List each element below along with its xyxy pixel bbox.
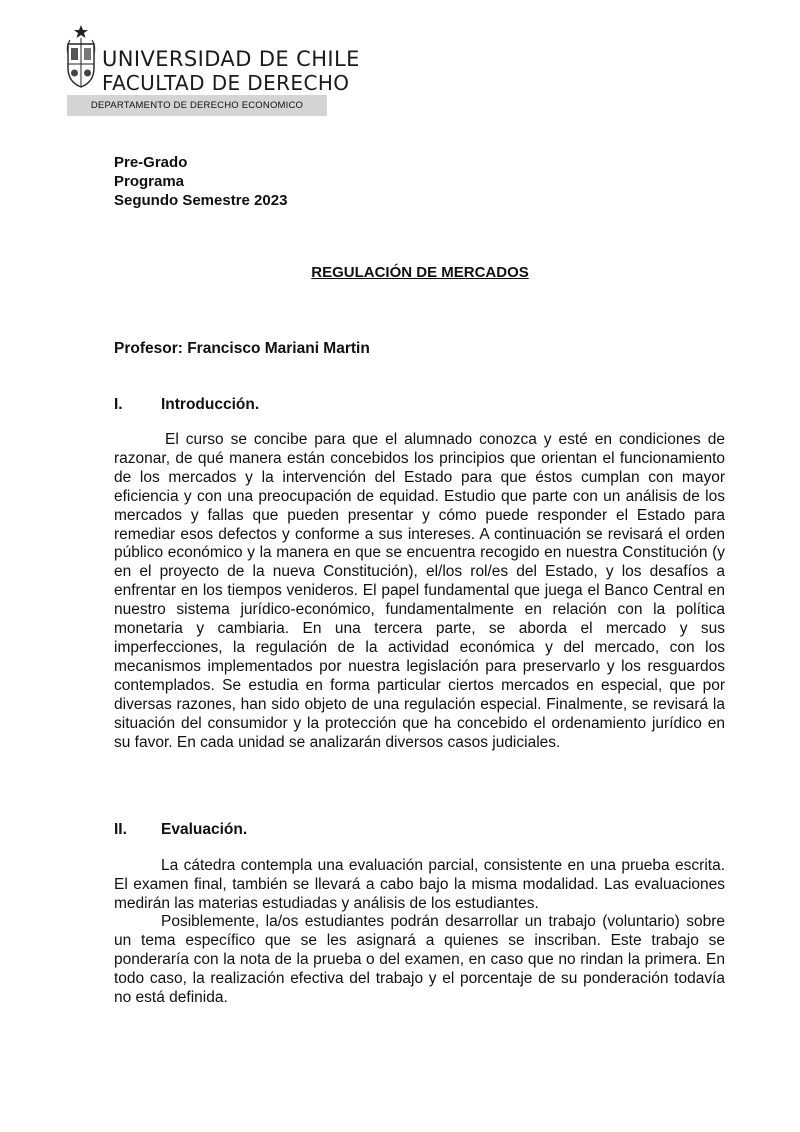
course-title: REGULACIÓN DE MERCADOS xyxy=(311,264,529,281)
university-name: UNIVERSIDAD DE CHILE xyxy=(102,47,360,71)
professor-line: Profesor: Francisco Mariani Martin xyxy=(114,340,370,357)
evaluation-paragraph-1: La cátedra contempla una evaluación parcial, consistente en una prueba escrita. El examen final, también se llevará a cabo bajo la misma modalidad. Las evaluaciones medirán las materias estudiadas y análisis de los estudiantes. xyxy=(114,857,725,912)
faculty-name: FACULTAD DE DERECHO xyxy=(102,71,350,95)
section-title: Introducción. xyxy=(161,396,260,413)
university-crest-icon xyxy=(64,24,98,88)
semester: Segundo Semestre 2023 xyxy=(114,192,288,209)
section-heading-introduccion xyxy=(114,396,259,414)
document-type: Programa xyxy=(114,173,185,190)
section-number: I. xyxy=(114,396,123,413)
course-level: Pre-Grado xyxy=(114,154,188,171)
department-banner: DEPARTAMENTO DE DERECHO ECONOMICO xyxy=(67,95,327,116)
evaluation-paragraph-2: Posiblemente, la/os estudiantes podrán desarrollar un trabajo (voluntario) sobre un tema específico que se les asignará a quienes se inscriban. Este trabajo se ponderaría con la nota de la prueba o del examen, en caso que no rindan la primera. En todo caso, la realización efectiva del trabajo y el porcentaje de su ponderación todavía no está definida. xyxy=(114,913,725,1006)
section-number: II. xyxy=(114,821,127,838)
section-title: Evaluación. xyxy=(161,821,248,838)
course-info xyxy=(114,153,287,210)
intro-paragraph: El curso se concibe para que el alumnado conozca y esté en condiciones de razonar, de qué manera están concebidos los principios que orientan el funcionamiento de los mercados y la intervención del Estado para que éstos cumplan con mayor eficiencia y con una preocupación de equidad. Estudio que parte con un análisis de los mercados y fallas que pueden presentar y cómo puede responder el Estado para remediar esos defectos y conforme a sus intereses. A continuación se revisará el orden público económico y la manera en que se encuentra recogido en nuestra Constitución (y en el proyecto de la nueva Constitución), el/los rol/es del Estado, y los desafíos a enfrentar en los tiempos venideros. El papel fundamental que juega el Banco Central en nuestro sistema jurídico-económico, fundamentalmente en relación con la política monetaria y cambiaria. En una tercera parte, se aborda el mercado y sus imperfecciones, la regulación de la actividad económica y del mercado, con los mecanismos implementados por nuestra legislación para preservarlo y los resguardos contemplados. Se estudia en forma particular ciertos mercados en especial, que por diversas razones, han sido objeto de una regulación especial. Finalmente, se revisará la situación del consumidor y la protección que ha concebido el ordenamiento jurídico en su favor. En cada unidad se analizarán diversos casos judiciales. xyxy=(114,431,725,751)
section-heading-evaluacion xyxy=(114,821,247,839)
university-logo xyxy=(64,24,360,116)
